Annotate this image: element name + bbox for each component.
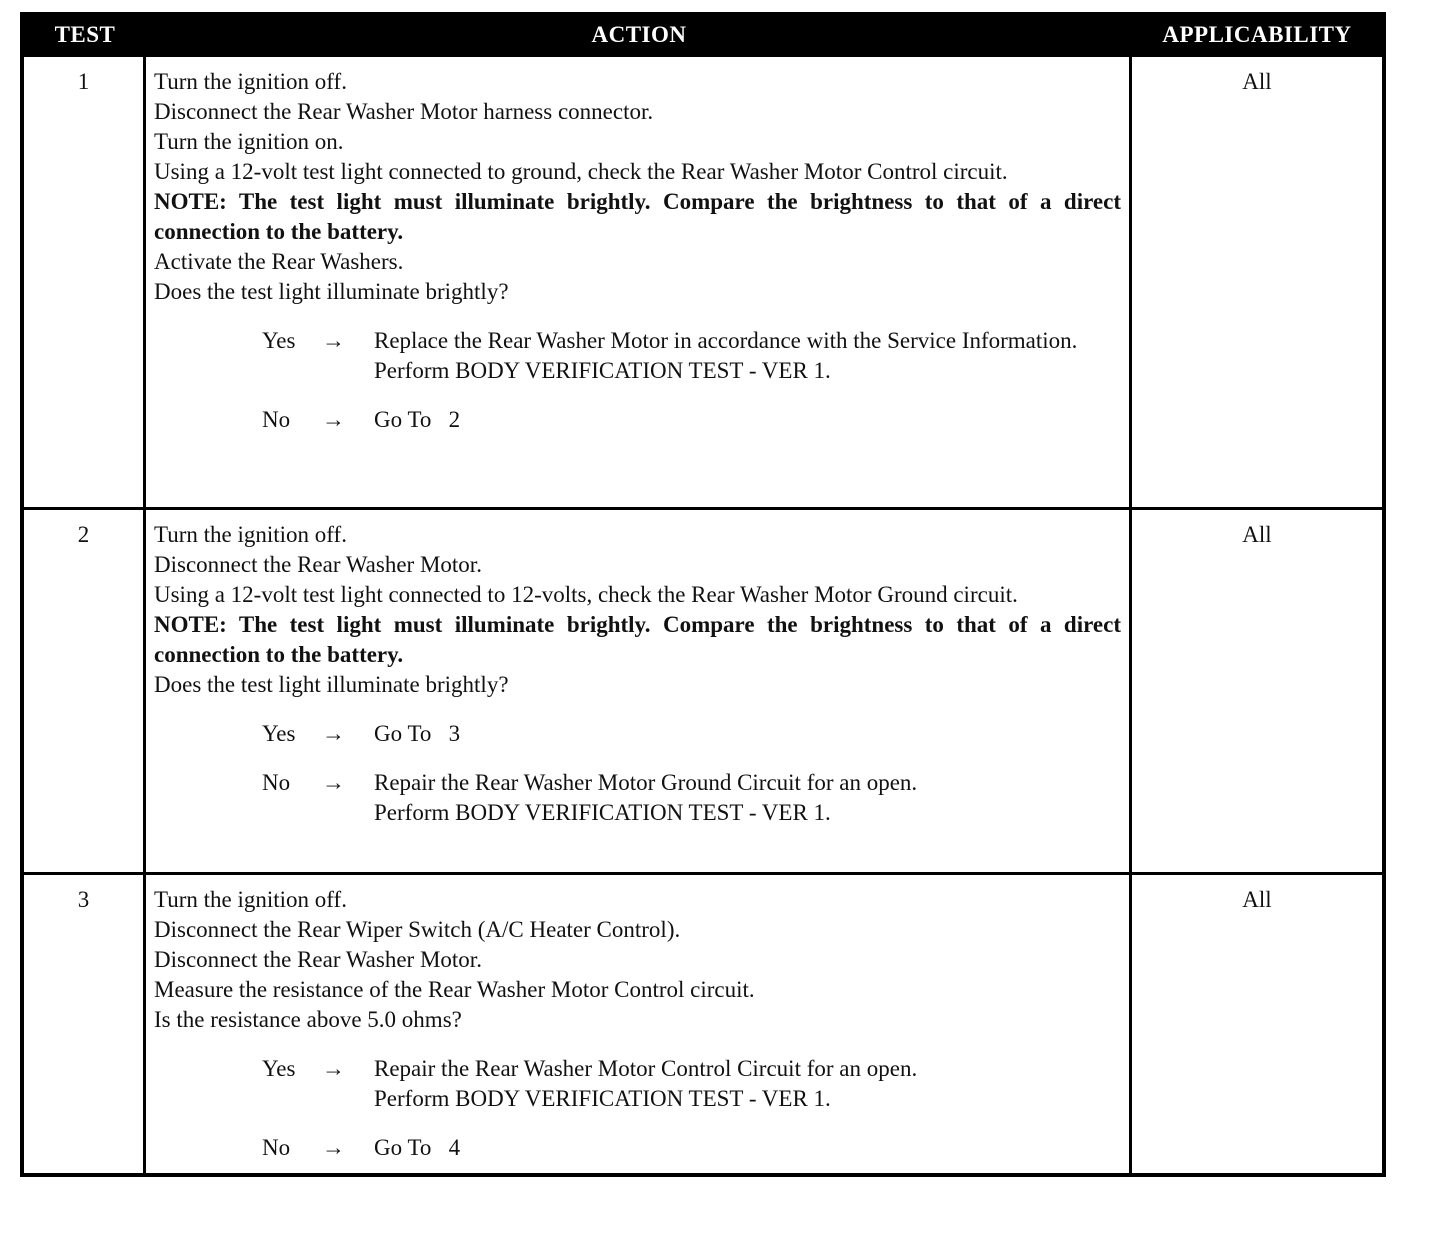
action-step: Using a 12-volt test light connected to ground, check the Rear Washer Motor Control circuit. — [154, 159, 1008, 184]
no-label: No — [262, 770, 291, 795]
action-question: Does the test light illuminate brightly? — [154, 279, 509, 304]
no-label: No — [262, 407, 291, 432]
diagnostic-test-table — [20, 12, 1386, 1177]
action-cell — [146, 510, 1132, 872]
no-result: Repair the Rear Washer Motor Ground Circuit for an open. — [374, 770, 918, 795]
no-label: No — [262, 1135, 291, 1160]
action-cell — [146, 57, 1132, 507]
yes-outcome — [154, 1054, 1121, 1114]
arrow-icon: → — [322, 328, 345, 353]
yes-label: Yes — [262, 1056, 296, 1081]
action-question: Does the test light illuminate brightly? — [154, 672, 509, 697]
action-step: Disconnect the Rear Wiper Switch (A/C Heater Control). — [154, 917, 681, 942]
no-outcome — [154, 1133, 1121, 1163]
no-outcome — [154, 768, 1121, 828]
arrow-icon: → — [322, 721, 345, 746]
arrow-icon: → — [322, 1056, 345, 1081]
test-number: 3 — [24, 875, 146, 1173]
action-step: Turn the ignition off. — [154, 522, 347, 547]
action-step: Turn the ignition on. — [154, 129, 344, 154]
no-result-verify: Perform BODY VERIFICATION TEST - VER 1. — [374, 800, 831, 825]
yes-result: Replace the Rear Washer Motor in accordance with the Service Information. — [374, 328, 1078, 353]
yes-outcome — [154, 326, 1121, 386]
header-applicability: APPLICABILITY — [1162, 22, 1352, 47]
action-note: NOTE: The test light must illuminate brightly. Compare the brightness to that of a direct connection to the battery. — [154, 612, 1121, 667]
yes-label: Yes — [262, 721, 296, 746]
test-row-1 — [24, 54, 1382, 507]
table-header — [24, 16, 1382, 54]
applicability-cell: All — [1242, 69, 1272, 94]
test-row-3 — [24, 872, 1382, 1173]
yes-result-verify: Perform BODY VERIFICATION TEST - VER 1. — [374, 1086, 831, 1111]
header-action: ACTION — [591, 22, 687, 47]
action-step: Disconnect the Rear Washer Motor. — [154, 947, 482, 972]
no-result: Go To 2 — [374, 407, 461, 432]
action-step: Disconnect the Rear Washer Motor harness connector. — [154, 99, 654, 124]
yes-result: Repair the Rear Washer Motor Control Circuit for an open. — [374, 1056, 918, 1081]
test-number: 2 — [24, 510, 146, 872]
action-note: NOTE: The test light must illuminate brightly. Compare the brightness to that of a direct connection to the battery. — [154, 189, 1121, 244]
no-outcome — [154, 405, 1121, 435]
action-step: Disconnect the Rear Washer Motor. — [154, 552, 482, 577]
applicability-cell: All — [1242, 522, 1272, 547]
no-result: Go To 4 — [374, 1135, 461, 1160]
arrow-icon: → — [322, 1135, 345, 1160]
arrow-icon: → — [322, 770, 345, 795]
action-cell — [146, 875, 1132, 1173]
header-test: TEST — [54, 22, 116, 47]
action-step: Measure the resistance of the Rear Washer Motor Control circuit. — [154, 977, 755, 1002]
action-step: Turn the ignition off. — [154, 69, 347, 94]
yes-outcome — [154, 719, 1121, 749]
yes-result-verify: Perform BODY VERIFICATION TEST - VER 1. — [374, 358, 831, 383]
arrow-icon: → — [322, 407, 345, 432]
action-step: Turn the ignition off. — [154, 887, 347, 912]
action-step: Activate the Rear Washers. — [154, 249, 404, 274]
test-row-2 — [24, 507, 1382, 872]
action-question: Is the resistance above 5.0 ohms? — [154, 1007, 462, 1032]
test-number: 1 — [24, 57, 146, 507]
action-step: Using a 12-volt test light connected to 12-volts, check the Rear Washer Motor Ground circuit. — [154, 582, 1018, 607]
yes-label: Yes — [262, 328, 296, 353]
applicability-cell: All — [1242, 887, 1272, 912]
yes-result: Go To 3 — [374, 721, 461, 746]
